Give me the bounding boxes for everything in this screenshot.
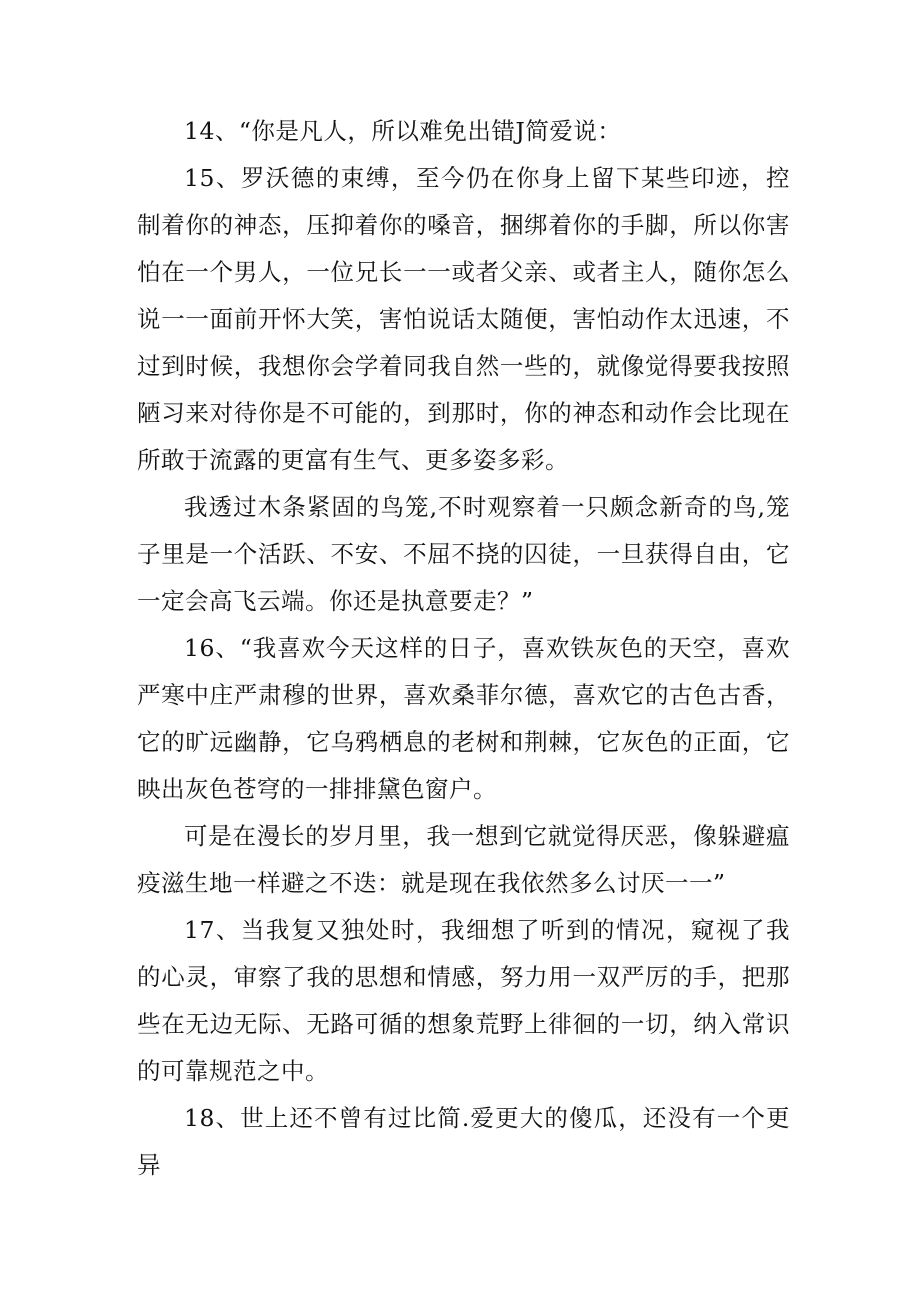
paragraph-bird-cage: 我透过木条紧固的鸟笼,不时观察着一只颇念新奇的鸟,笼子里是一个活跃、不安、不屈不挠的囚徒，一旦获得自由，它一定会高飞云端。你还是执意要走？” (137, 493, 790, 615)
paragraph-quote-18: 18、世上还不曾有过比简.爱更大的傻瓜，还没有一个更异 (137, 1104, 790, 1179)
paragraph-quote-17: 17、当我复又独处时，我细想了听到的情况，窥视了我的心灵，审察了我的思想和情感，努力用一双严厉的手，把那些在无边无际、无路可循的想象荒野上徘徊的一切，纳入常识的可靠规范之中。 (137, 916, 790, 1085)
paragraph-long-years: 可是在漫长的岁月里，我一想到它就觉得厌恶，像躲避瘟疫滋生地一样避之不迭：就是现在我依然多么讨厌一一” (137, 822, 790, 897)
document-body (137, 108, 790, 1189)
paragraph-quote-16: 16、“我喜欢今天这样的日子，喜欢铁灰色的天空，喜欢严寒中庄严肃穆的世界，喜欢桑菲尔德，喜欢它的古色古香，它的旷远幽静，它乌鸦栖息的老树和荆棘，它灰色的正面，它映出灰色苍穹的一排排黛色窗户。 (137, 634, 790, 803)
paragraph-quote-14: 14、“你是凡人，所以难免出错J简爱说： (184, 117, 622, 145)
paragraph-quote-15: 15、罗沃德的束缚，至今仍在你身上留下某些印迹，控制着你的神态，压抑着你的嗓音，捆绑着你的手脚，所以你害怕在一个男人，一位兄长一一或者父亲、或者主人，随你怎么说一一面前开怀大笑，害怕说话太随便，害怕动作太迅速，不过到时候，我想你会学着同我自然一些的，就像觉得要我按照陋习来对待你是不可能的，到那时，你的神态和动作会比现在所敢于流露的更富有生气、更多姿多彩。 (137, 164, 790, 474)
